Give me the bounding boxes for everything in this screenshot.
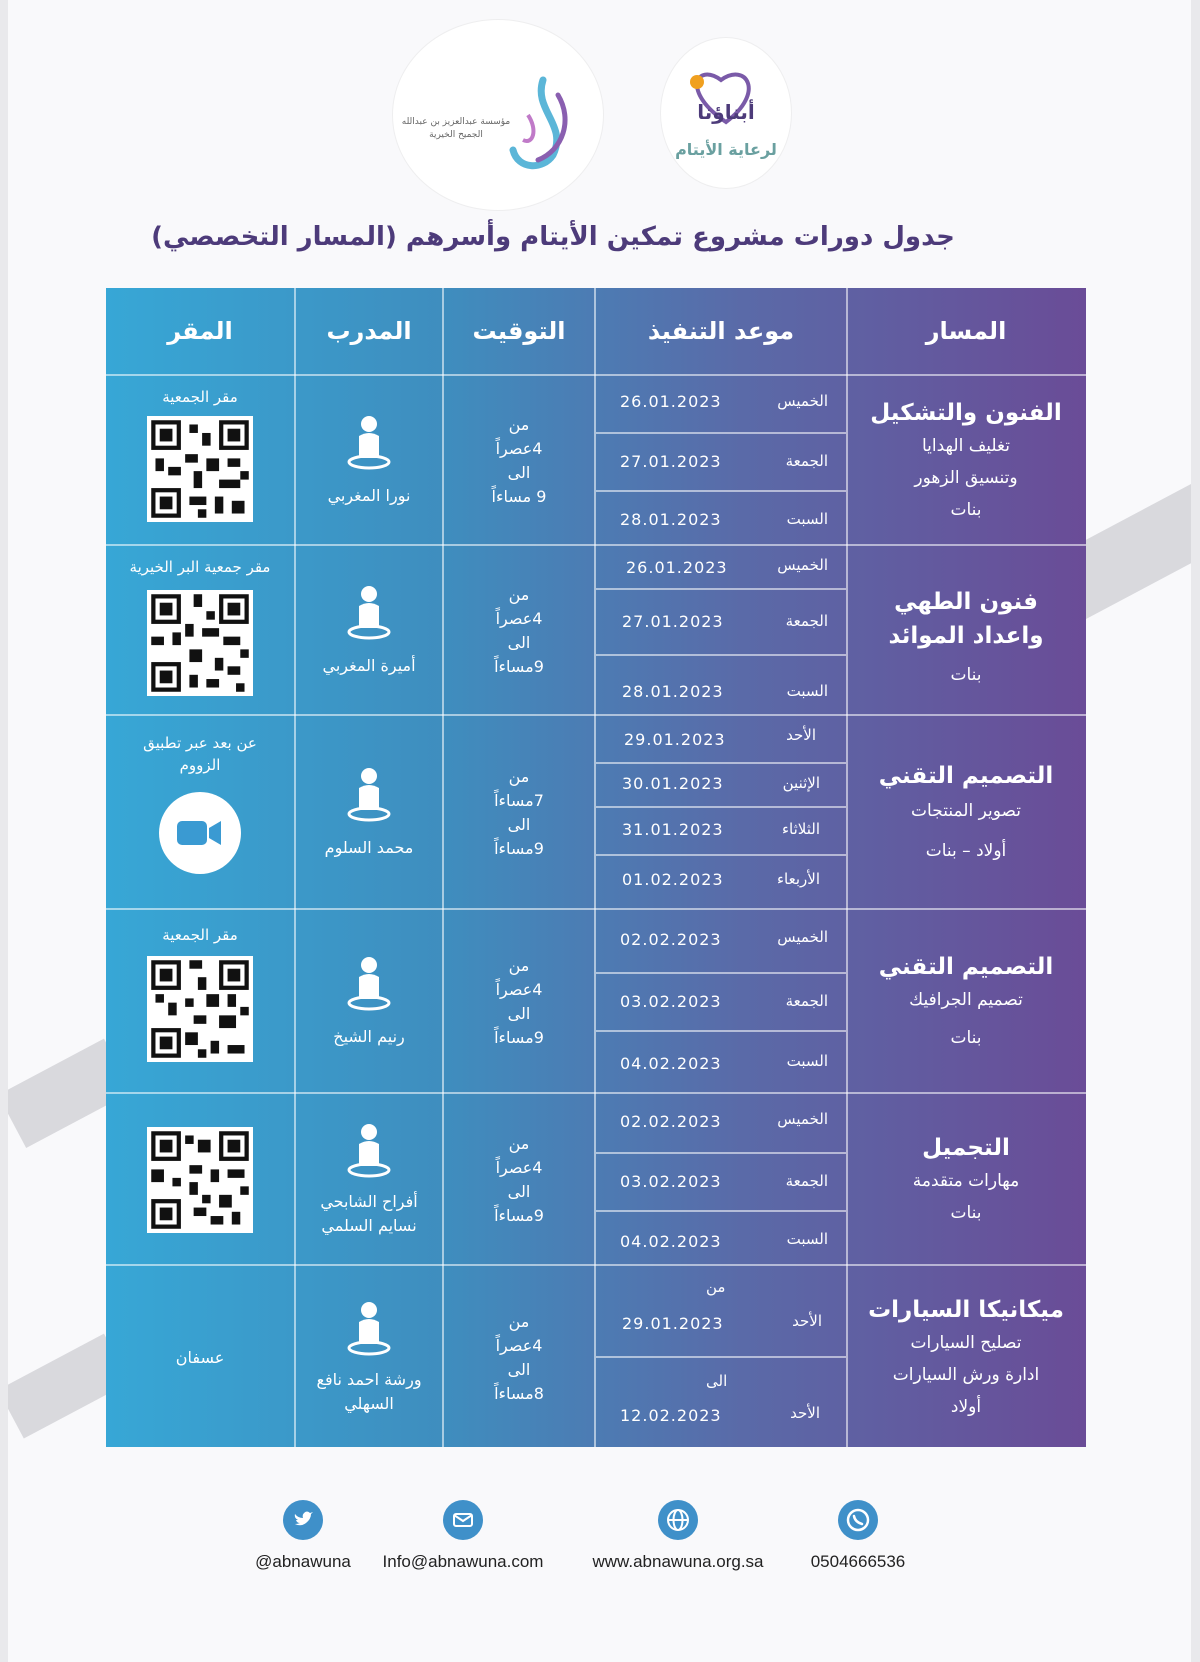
day-label: السبت: [786, 1052, 828, 1070]
date-entry: [596, 808, 844, 854]
whatsapp-number: 0504666536: [810, 1552, 906, 1571]
track-cell: [846, 1094, 1086, 1266]
date-entry: [596, 590, 844, 654]
track-line: بنات: [950, 1203, 982, 1223]
time-line: 4عصراً: [495, 1158, 543, 1177]
track-title: التصميم التقني: [878, 954, 1054, 980]
trainer-cell: [296, 546, 442, 716]
date-entry: [596, 974, 844, 1030]
abnawuna-logo: [661, 38, 791, 188]
person-icon: [347, 766, 391, 822]
email-address: Info@abnawuna.com: [382, 1552, 544, 1571]
date-value: 29.01.2023: [624, 730, 726, 749]
page: [8, 0, 1191, 1662]
time-line: 7مساءاً: [494, 791, 544, 810]
date-value: 30.01.2023: [622, 774, 724, 793]
twitter-contact[interactable]: [238, 1500, 368, 1572]
track-title: فنون الطهي واعداد الموائد: [888, 589, 1044, 649]
track-line: تصليح السيارات: [910, 1332, 1022, 1353]
header-schedule: موعد التنفيذ: [647, 317, 795, 345]
date-value: 03.02.2023: [620, 1172, 722, 1191]
track-cell: [846, 1266, 1086, 1449]
heart-icon: [661, 52, 791, 142]
timing-cell: [444, 546, 594, 716]
day-label: الأربعاء: [776, 870, 820, 888]
schedule-table: [106, 288, 1086, 1447]
track-cell: [846, 910, 1086, 1094]
time-line: الى: [507, 1004, 531, 1023]
date-entry: [596, 716, 844, 762]
venue-cell: [106, 1094, 294, 1266]
date-entry: [596, 376, 844, 432]
foundation-logo: [393, 20, 603, 210]
timing-cell: [444, 1266, 594, 1449]
trainer-name: رنيم الشيخ: [333, 1027, 405, 1046]
track-line: بنات: [950, 1028, 982, 1048]
table-row: [106, 1092, 1086, 1264]
table-row: [106, 1264, 1086, 1447]
trainer-cell: [296, 910, 442, 1094]
day-label: الأحد: [786, 726, 816, 744]
trainer-cell: [296, 376, 442, 546]
track-title: ميكانيكا السيارات: [868, 1296, 1064, 1323]
table-row: [106, 908, 1086, 1092]
track-cell: [846, 546, 1086, 716]
qr-code-icon[interactable]: [147, 590, 253, 696]
time-line: 9 مساءاً: [491, 487, 547, 506]
venue-cell: [106, 1266, 294, 1449]
trainer-name: السهلي: [344, 1393, 394, 1413]
trainer-cell: [296, 716, 442, 910]
zoom-camera-icon[interactable]: [159, 792, 241, 874]
date-value: 01.02.2023: [622, 870, 724, 889]
date-entry: [596, 656, 844, 716]
header-track: المسار: [925, 317, 1007, 345]
table-row: [106, 374, 1086, 544]
date-value: 27.01.2023: [622, 612, 724, 631]
day-label: الجمعة: [785, 1172, 828, 1190]
day-label: السبت: [786, 510, 828, 528]
trainer-cell: [296, 1266, 442, 1449]
date-entry: [596, 1358, 844, 1449]
day-label: الخميس: [777, 1110, 828, 1128]
time-line: 4عصراً: [495, 1335, 543, 1355]
timing-cell: [444, 376, 594, 546]
date-value: 12.02.2023: [620, 1406, 722, 1425]
track-line: تغليف الهدايا: [922, 436, 1010, 456]
twitter-icon: [283, 1500, 323, 1540]
venue-cell: [106, 546, 294, 716]
time-line: من: [508, 1311, 530, 1331]
time-line: 4عصراً: [495, 609, 543, 628]
track-cell: [846, 376, 1086, 546]
twitter-handle: @abnawuna: [255, 1552, 351, 1571]
table-row: [106, 714, 1086, 908]
time-line: الى: [507, 815, 531, 834]
time-line: الى: [507, 1182, 531, 1201]
trainer-name: ورشة احمد نافع: [316, 1369, 422, 1389]
date-value: 29.01.2023: [622, 1314, 724, 1333]
time-line: الى: [507, 463, 531, 482]
track-title: الفنون والتشكيل: [870, 400, 1062, 426]
date-value: 02.02.2023: [620, 1112, 722, 1131]
time-line: 9مساءاً: [494, 839, 544, 858]
timing-cell: [444, 1094, 594, 1266]
person-icon: [347, 414, 391, 470]
venue-cell: [106, 716, 294, 910]
person-icon: [347, 955, 391, 1011]
date-value: 03.02.2023: [620, 992, 722, 1011]
trainer-name: نورا المغربي: [327, 486, 411, 505]
qr-code-icon[interactable]: [147, 416, 253, 522]
venue-label: مقر جمعية البر الخيرية: [129, 558, 271, 576]
track-title: التجميل: [922, 1135, 1010, 1161]
day-label: الخميس: [777, 392, 828, 410]
website-contact[interactable]: [568, 1500, 788, 1572]
day-label: الجمعة: [785, 452, 828, 470]
track-line: ادارة ورش السيارات: [892, 1364, 1040, 1385]
day-label: الجمعة: [785, 612, 828, 630]
track-line: تصوير المنتجات: [911, 801, 1021, 821]
day-label: الثلاثاء: [781, 820, 820, 838]
track-line: مهارات متقدمة: [912, 1171, 1020, 1191]
date-entry: [596, 1094, 844, 1152]
time-line: 9مساءاً: [494, 657, 544, 676]
date-value: 04.02.2023: [620, 1054, 722, 1073]
date-value: 28.01.2023: [622, 682, 724, 701]
venue-label: عسفان: [175, 1347, 225, 1367]
day-label: السبت: [786, 682, 828, 700]
time-line: 8مساءاً: [494, 1383, 544, 1403]
track-line: أولاد: [950, 1396, 982, 1417]
venue-cell: [106, 910, 294, 1094]
qr-code-icon[interactable]: [147, 1127, 253, 1233]
date-value: 02.02.2023: [620, 930, 722, 949]
trainer-name: أفراح الشابحي: [320, 1192, 418, 1211]
date-entry: [596, 1032, 844, 1094]
track-line: وتنسيق الزهور: [914, 468, 1018, 488]
email-contact[interactable]: [368, 1500, 558, 1572]
timing-cell: [444, 716, 594, 910]
website-url: www.abnawuna.org.sa: [592, 1552, 764, 1571]
date-entry: [596, 1212, 844, 1266]
track-line: بنات: [950, 500, 982, 520]
date-entry: [596, 856, 844, 910]
header-venue: المقر: [167, 317, 233, 345]
date-entry: [596, 764, 844, 806]
globe-icon: [658, 1500, 698, 1540]
trainer-name: أميرة المغربي: [322, 656, 416, 675]
whatsapp-icon: [838, 1500, 878, 1540]
page-title: جدول دورات مشروع تمكين الأيتام وأسرهم (المسار التخصصي): [151, 222, 955, 252]
person-icon: [347, 1122, 391, 1178]
mail-icon: [443, 1500, 483, 1540]
track-line: بنات: [950, 665, 982, 685]
track-line: تصميم الجرافيك: [909, 990, 1023, 1010]
day-label: الأحد: [790, 1404, 820, 1422]
time-line: من: [508, 585, 530, 604]
date-value: 26.01.2023: [620, 392, 722, 411]
track-title: التصميم التقني: [878, 763, 1054, 789]
trainer-name: محمد السلوم: [324, 838, 414, 857]
table-row: [106, 544, 1086, 714]
date-prefix: الى: [706, 1372, 728, 1390]
time-line: 9مساءاً: [494, 1206, 544, 1225]
date-value: 04.02.2023: [620, 1232, 722, 1251]
date-value: 31.01.2023: [622, 820, 724, 839]
day-label: الخميس: [777, 928, 828, 946]
person-icon: [347, 584, 391, 640]
date-value: 28.01.2023: [620, 510, 722, 529]
time-line: الى: [507, 1359, 531, 1379]
day-label: الجمعة: [785, 992, 828, 1010]
abnawuna-name: أبناؤنا: [697, 100, 755, 124]
time-line: من: [508, 415, 530, 434]
date-entry: [596, 492, 844, 546]
time-line: 9مساءاً: [494, 1028, 544, 1047]
date-entry: [596, 434, 844, 490]
date-entry: [596, 1266, 844, 1356]
venue-label: عن بعد عبر تطبيق الزووم: [143, 734, 257, 774]
venue-label: مقر الجمعية: [162, 926, 238, 944]
day-label: الخميس: [777, 556, 828, 574]
date-entry: [596, 546, 844, 588]
person-icon: [347, 1300, 391, 1356]
foundation-name: مؤسسة عبدالعزيز بن عبدالله الجميح الخيرية: [401, 117, 511, 140]
day-label: الأحد: [792, 1312, 822, 1330]
calligraphy-icon: [393, 20, 603, 210]
date-value: 27.01.2023: [620, 452, 722, 471]
time-line: من: [508, 1134, 530, 1153]
venue-cell: [106, 376, 294, 546]
trainer-cell: [296, 1094, 442, 1266]
contact-footer: [8, 1500, 1191, 1590]
whatsapp-contact[interactable]: [768, 1500, 948, 1572]
date-entry: [596, 910, 844, 972]
date-value: 26.01.2023: [626, 558, 728, 577]
time-line: 4عصراً: [495, 439, 543, 458]
logos-header: [8, 0, 1191, 210]
track-line: أولاد – بنات: [925, 841, 1007, 861]
track-cell: [846, 716, 1086, 910]
time-line: من: [508, 767, 530, 786]
time-line: 4عصراً: [495, 980, 543, 999]
qr-code-icon[interactable]: [147, 956, 253, 1062]
date-entry: [596, 1154, 844, 1210]
trainer-name: نسايم السلمي: [321, 1216, 417, 1235]
date-prefix: من: [706, 1278, 726, 1296]
abnawuna-sub: لرعاية الأيتام: [675, 140, 777, 159]
day-label: الإثنين: [782, 774, 820, 792]
day-label: السبت: [786, 1230, 828, 1248]
time-line: من: [508, 956, 530, 975]
header-timing: التوقيت: [472, 317, 566, 345]
time-line: الى: [507, 633, 531, 652]
timing-cell: [444, 910, 594, 1094]
header-trainer: المدرب: [326, 317, 412, 345]
venue-label: مقر الجمعية: [162, 388, 238, 406]
